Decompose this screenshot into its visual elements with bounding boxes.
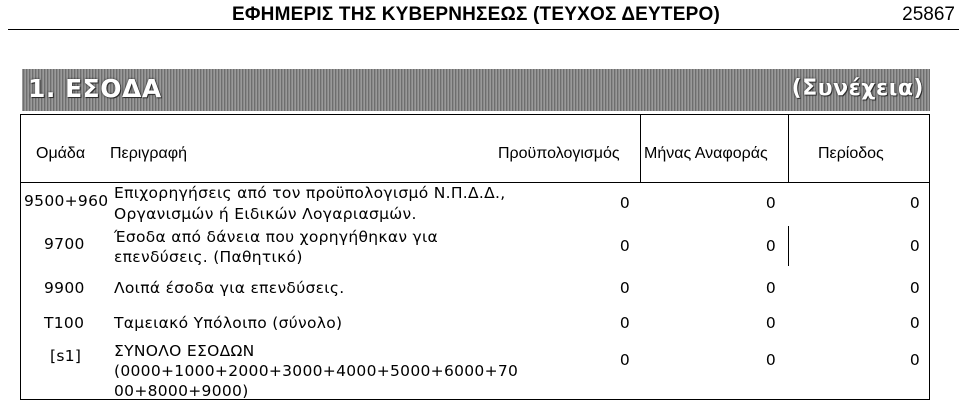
row-description-line: Οργανισμών ή Ειδικών Λογαριασμών. xyxy=(114,205,417,223)
row-budget: 0 xyxy=(619,314,630,332)
row-description-line: 00+8000+9000) xyxy=(114,382,249,400)
column-header-period: Περίοδος xyxy=(818,145,884,162)
header-rule xyxy=(8,29,959,30)
row-description-line: Λοιπά έσοδα για επενδύσεις. xyxy=(114,279,345,297)
row-month: 0 xyxy=(765,194,776,212)
row-month: 0 xyxy=(765,351,776,369)
page-number: 25867 xyxy=(902,4,955,25)
row-budget: 0 xyxy=(619,194,630,212)
row-month: 0 xyxy=(765,237,776,255)
row-description-line: Ταμειακό Υπόλοιπο (σύνολο) xyxy=(114,314,343,332)
row-description-line: επενδύσεις. (Παθητικό) xyxy=(114,248,303,266)
row-group: [s1] xyxy=(50,347,82,365)
column-header-budget: Προϋπολογισμός xyxy=(498,145,620,162)
column-divider-budget xyxy=(640,114,641,182)
column-header-month: Μήνας Αναφοράς xyxy=(644,145,768,162)
row-description-line: ΣΥΝΟΛΟ ΕΣΟΔΩΝ xyxy=(114,342,255,360)
row-budget: 0 xyxy=(619,351,630,369)
section-title: 1. ΕΣΟΔΑ xyxy=(28,74,162,103)
section-band xyxy=(22,69,930,111)
row-budget: 0 xyxy=(619,237,630,255)
column-divider-month xyxy=(788,114,789,182)
column-header-group: Ομάδα xyxy=(36,145,86,162)
row-period: 0 xyxy=(909,351,920,369)
row-group: Τ100 xyxy=(44,314,85,332)
row-period: 0 xyxy=(909,279,920,297)
row-description-line: Επιχορηγήσεις από τον προϋπολογισμό Ν.Π.Δ.Δ., xyxy=(114,184,506,202)
row-description-line: (0000+1000+2000+3000+4000+5000+6000+70 xyxy=(114,362,519,380)
column-divider-month-lower xyxy=(788,226,789,266)
row-month: 0 xyxy=(765,314,776,332)
page-header-title: ΕΦΗΜΕΡΙΣ ΤΗΣ ΚΥΒΕΡΝΗΣΕΩΣ (ΤΕΥΧΟΣ ΔΕΥΤΕΡΟ) xyxy=(232,4,720,25)
row-period: 0 xyxy=(909,194,920,212)
section-continued: (Συνέχεια) xyxy=(791,76,924,101)
row-period: 0 xyxy=(909,237,920,255)
row-period: 0 xyxy=(909,314,920,332)
row-group: 9900 xyxy=(44,279,85,297)
row-month: 0 xyxy=(765,279,776,297)
row-description-line: Έσοδα από δάνεια που χορηγήθηκαν για xyxy=(114,228,439,246)
row-budget: 0 xyxy=(619,279,630,297)
column-header-description: Περιγραφή xyxy=(110,145,187,162)
row-group: 9700 xyxy=(44,235,85,253)
row-group: 9500+960 xyxy=(24,192,109,210)
